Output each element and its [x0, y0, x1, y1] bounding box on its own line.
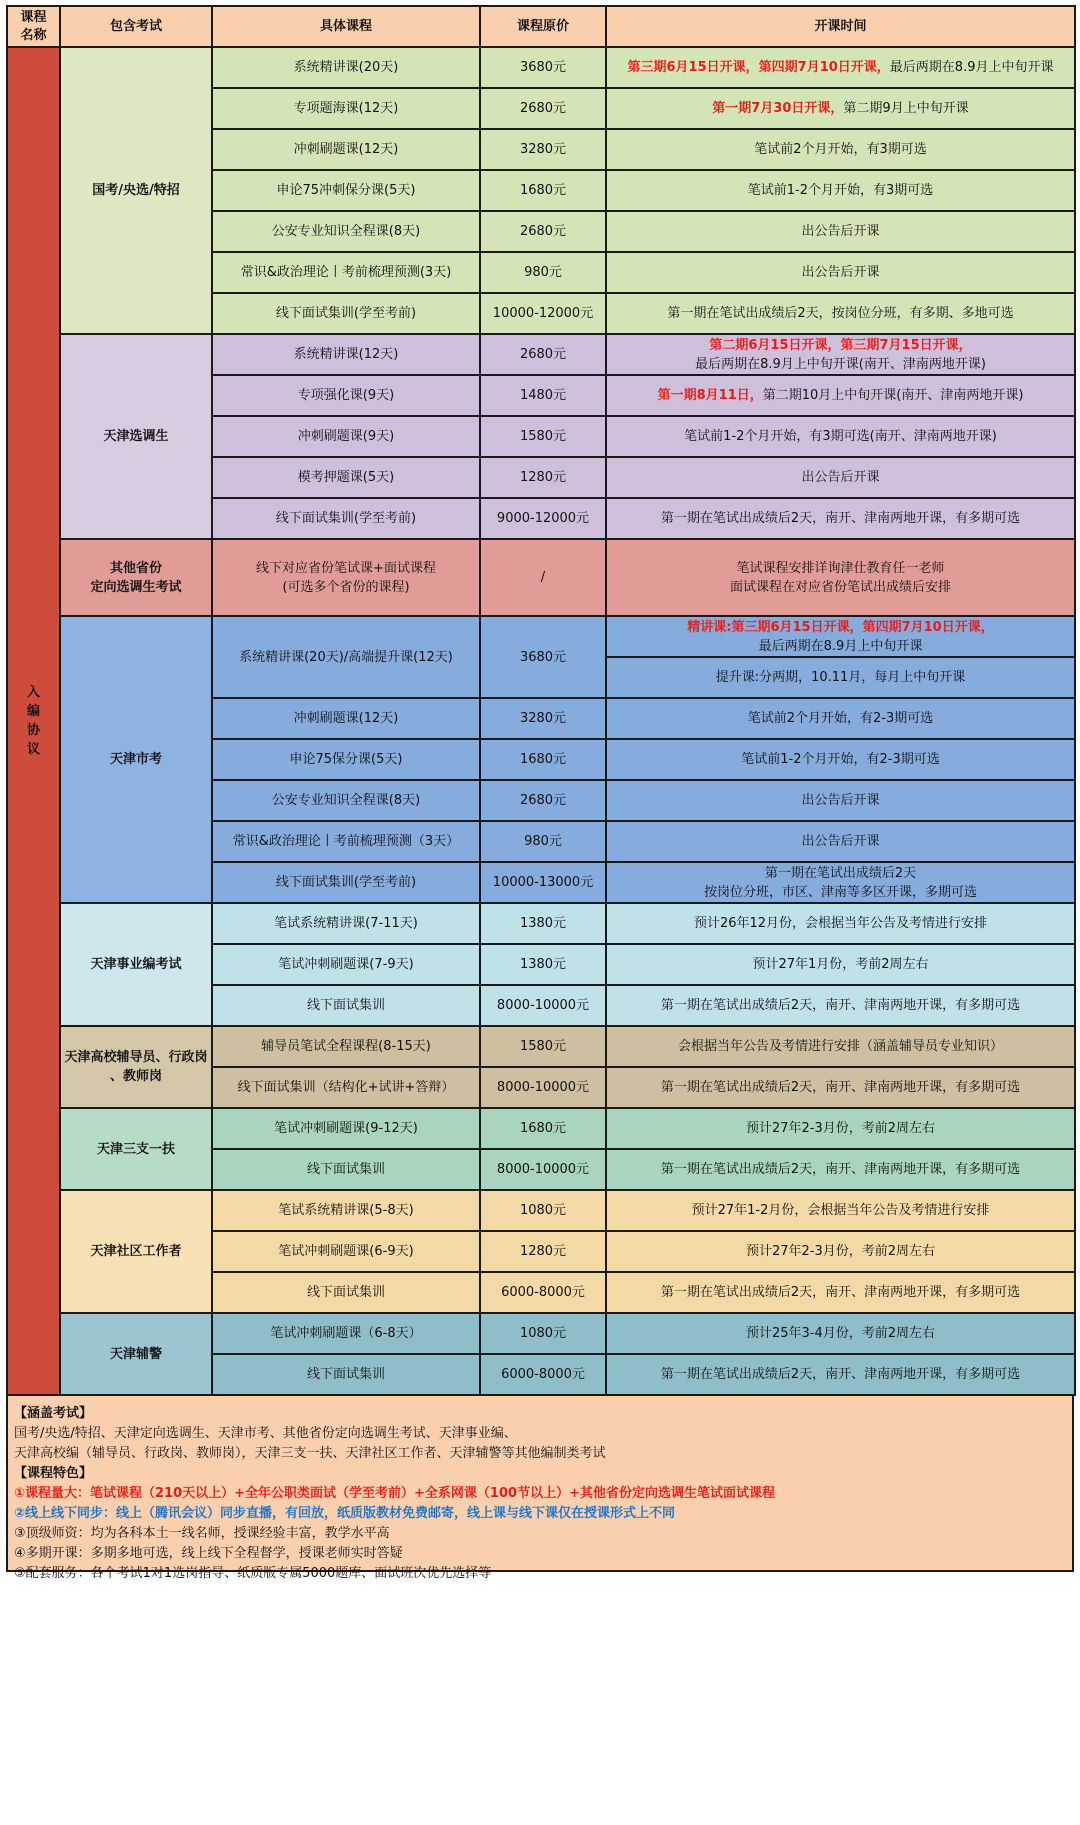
course-cell: 线下面试集训	[212, 1354, 480, 1395]
price-cell: 2680元	[480, 88, 606, 129]
time-cell: 预计25年3-4月份，考前2周左右	[606, 1313, 1075, 1354]
time-cell: 第三期6月15日开课，第四期7月10日开课，最后两期在8.9月上中旬开课	[606, 47, 1075, 88]
price-cell: 1080元	[480, 1190, 606, 1231]
price-cell: 2680元	[480, 334, 606, 375]
exam-shiye: 天津事业编考试	[60, 903, 212, 1026]
time-cell: 笔试课程安排详询津仕教育任一老师 面试课程在对应省份笔试出成绩后安排	[606, 539, 1075, 616]
time-cell: 第一期在笔试出成绩后2天 按岗位分班，市区、津南等多区开课，多期可选	[606, 862, 1075, 903]
price-cell: 3280元	[480, 698, 606, 739]
exam-xuandiao: 天津选调生	[60, 334, 212, 539]
price-cell: 9000-12000元	[480, 498, 606, 539]
time-cell: 提升课:分两期，10.11月，每月上中旬开课	[606, 657, 1075, 698]
course-cell: 笔试冲刺刷题课(7-9天)	[212, 944, 480, 985]
header-row	[7, 6, 1075, 47]
time-cell: 出公告后开课	[606, 211, 1075, 252]
table-row	[7, 1026, 1075, 1067]
header-course-name: 课程名称	[7, 6, 60, 47]
header-course: 具体课程	[212, 6, 480, 47]
price-cell: 1280元	[480, 1231, 606, 1272]
course-cell: 系统精讲课(12天)	[212, 334, 480, 375]
table-row	[7, 1190, 1075, 1231]
course-cell: 常识&政治理论丨考前梳理预测（3天）	[212, 821, 480, 862]
course-cell: 模考押题课(5天)	[212, 457, 480, 498]
time-cell: 第一期在笔试出成绩后2天，南开、津南两地开课，有多期可选	[606, 985, 1075, 1026]
cover-line-1: 国考/央选/特招、天津定向选调生、天津市考、其他省份定向选调生考试、天津事业编、	[14, 1426, 517, 1441]
time-cell: 笔试前2个月开始，有2-3期可选	[606, 698, 1075, 739]
exam-shikao: 天津市考	[60, 616, 212, 903]
price-cell: 1380元	[480, 903, 606, 944]
price-cell: 1480元	[480, 375, 606, 416]
feature-3: ③顶级师资：均为各科本土一线名师，授课经验丰富，教学水平高	[14, 1526, 390, 1541]
course-cell: 笔试系统精讲课(5-8天)	[212, 1190, 480, 1231]
feature-title: 【课程特色】	[14, 1466, 93, 1481]
feature-4: ④多期开课：多期多地可选，线上线下全程督学，授课老师实时答疑	[14, 1546, 403, 1561]
price-cell: 1080元	[480, 1313, 606, 1354]
course-cell: 冲刺刷题课(9天)	[212, 416, 480, 457]
course-cell: 线下面试集训(学至考前)	[212, 293, 480, 334]
price-cell: /	[480, 539, 606, 616]
course-cell: 冲刺刷题课(12天)	[212, 129, 480, 170]
time-cell: 第一期8月11日，第二期10月上中旬开课(南开、津南两地开课)	[606, 375, 1075, 416]
price-cell: 1680元	[480, 1108, 606, 1149]
course-table	[6, 5, 1076, 1396]
course-cell: 线下面试集训(学至考前)	[212, 498, 480, 539]
time-cell: 笔试前2个月开始，有3期可选	[606, 129, 1075, 170]
table-row	[7, 1108, 1075, 1149]
cover-title: 【涵盖考试】	[14, 1406, 93, 1421]
price-cell: 1580元	[480, 1026, 606, 1067]
course-cell: 常识&政治理论丨考前梳理预测(3天)	[212, 252, 480, 293]
exam-fujing: 天津辅警	[60, 1313, 212, 1395]
feature-5: ⑤配套服务：各个考试1对1选岗指导、纸质版专属5000题库、面试班次优先选择等	[14, 1566, 492, 1581]
price-cell: 1680元	[480, 739, 606, 780]
header-exam: 包含考试	[60, 6, 212, 47]
course-cell: 专项强化课(9天)	[212, 375, 480, 416]
course-cell: 系统精讲课(20天)/高端提升课(12天)	[212, 616, 480, 698]
cover-line-2: 天津高校编（辅导员、行政岗、教师岗），天津三支一扶、天津社区工作者、天津辅警等其他编制类考试	[14, 1446, 606, 1461]
course-cell: 专项题海课(12天)	[212, 88, 480, 129]
course-cell: 冲刺刷题课(12天)	[212, 698, 480, 739]
exam-guokao: 国考/央选/特招	[60, 47, 212, 334]
price-cell: 3280元	[480, 129, 606, 170]
time-cell: 预计27年2-3月份，考前2周左右	[606, 1231, 1075, 1272]
exam-sanzhi: 天津三支一扶	[60, 1108, 212, 1190]
notes-section	[6, 1396, 1074, 1581]
time-cell: 笔试前1-2个月开始，有3期可选	[606, 170, 1075, 211]
price-cell: 980元	[480, 252, 606, 293]
time-cell: 精讲课:第三期6月15日开课，第四期7月10日开课， 最后两期在8.9月上中旬开课	[606, 616, 1075, 657]
table-row	[7, 539, 1075, 616]
time-cell: 预计27年1月份，考前2周左右	[606, 944, 1075, 985]
course-cell: 线下面试集训	[212, 985, 480, 1026]
time-cell: 第一期在笔试出成绩后2天，南开、津南两地开课，有多期可选	[606, 498, 1075, 539]
price-cell: 1580元	[480, 416, 606, 457]
price-cell: 3680元	[480, 616, 606, 698]
price-cell: 2680元	[480, 211, 606, 252]
course-cell: 笔试冲刺刷题课(9-12天)	[212, 1108, 480, 1149]
time-cell: 第一期在笔试出成绩后2天，南开、津南两地开课，有多期可选	[606, 1149, 1075, 1190]
price-cell: 6000-8000元	[480, 1354, 606, 1395]
course-cell: 线下面试集训	[212, 1272, 480, 1313]
price-cell: 8000-10000元	[480, 985, 606, 1026]
time-cell: 会根据当年公告及考情进行安排（涵盖辅导员专业知识）	[606, 1026, 1075, 1067]
exam-gaoxiao: 天津高校辅导员、行政岗 、教师岗	[60, 1026, 212, 1108]
time-cell: 第一期在笔试出成绩后2天，南开、津南两地开课，有多期可选	[606, 1354, 1075, 1395]
time-cell: 笔试前1-2个月开始，有2-3期可选	[606, 739, 1075, 780]
price-cell: 1280元	[480, 457, 606, 498]
course-schedule-sheet	[6, 5, 1074, 1581]
price-cell: 2680元	[480, 780, 606, 821]
time-cell: 第一期在笔试出成绩后2天，南开、津南两地开课，有多期可选	[606, 1272, 1075, 1313]
time-cell: 笔试前1-2个月开始，有3期可选(南开、津南两地开课)	[606, 416, 1075, 457]
course-cell: 线下面试集训(学至考前)	[212, 862, 480, 903]
course-cell: 笔试系统精讲课(7-11天)	[212, 903, 480, 944]
feature-2: ②线上线下同步：线上（腾讯会议）同步直播，有回放，纸质版教材免费邮寄，线上课与线下课仅在授课形式上不同	[14, 1506, 676, 1521]
time-cell: 预计27年2-3月份，考前2周左右	[606, 1108, 1075, 1149]
table-row	[7, 1313, 1075, 1354]
exam-other-province: 其他省份 定向选调生考试	[60, 539, 212, 616]
course-cell: 笔试冲刺刷题课（6-8天）	[212, 1313, 480, 1354]
course-cell: 辅导员笔试全程课程(8-15天)	[212, 1026, 480, 1067]
header-price: 课程原价	[480, 6, 606, 47]
course-cell: 系统精讲课(20天)	[212, 47, 480, 88]
feature-1: ①课程量大：笔试课程（210天以上）+全年公职类面试（学至考前）+全系网课（100节以上）+其他省份定向选调生笔试面试课程	[14, 1486, 775, 1501]
course-cell: 线下对应省份笔试课+面试课程 (可选多个省份的课程)	[212, 539, 480, 616]
price-cell: 10000-12000元	[480, 293, 606, 334]
side-label: 入编协议	[7, 47, 60, 1395]
price-cell: 3680元	[480, 47, 606, 88]
price-cell: 1380元	[480, 944, 606, 985]
course-cell: 公安专业知识全程课(8天)	[212, 780, 480, 821]
table-row	[7, 334, 1075, 375]
course-cell: 公安专业知识全程课(8天)	[212, 211, 480, 252]
course-cell: 申论75冲刺保分课(5天)	[212, 170, 480, 211]
table-row	[7, 47, 1075, 88]
table-row	[7, 616, 1075, 657]
course-cell: 线下面试集训（结构化+试讲+答辩）	[212, 1067, 480, 1108]
exam-shequ: 天津社区工作者	[60, 1190, 212, 1313]
time-cell: 第一期在笔试出成绩后2天，南开、津南两地开课，有多期可选	[606, 1067, 1075, 1108]
time-cell: 第二期6月15日开课，第三期7月15日开课， 最后两期在8.9月上中旬开课(南开、津南两地开课)	[606, 334, 1075, 375]
time-cell: 出公告后开课	[606, 252, 1075, 293]
time-cell: 第一期在笔试出成绩后2天，按岗位分班，有多期、多地可选	[606, 293, 1075, 334]
time-cell: 出公告后开课	[606, 457, 1075, 498]
course-cell: 线下面试集训	[212, 1149, 480, 1190]
price-cell: 8000-10000元	[480, 1149, 606, 1190]
course-cell: 申论75保分课(5天)	[212, 739, 480, 780]
time-cell: 预计26年12月份，会根据当年公告及考情进行安排	[606, 903, 1075, 944]
price-cell: 1680元	[480, 170, 606, 211]
table-row	[7, 903, 1075, 944]
price-cell: 10000-13000元	[480, 862, 606, 903]
header-time: 开课时间	[606, 6, 1075, 47]
time-cell: 出公告后开课	[606, 780, 1075, 821]
time-cell: 预计27年1-2月份，会根据当年公告及考情进行安排	[606, 1190, 1075, 1231]
price-cell: 8000-10000元	[480, 1067, 606, 1108]
time-cell: 第一期7月30日开课，第二期9月上中旬开课	[606, 88, 1075, 129]
price-cell: 6000-8000元	[480, 1272, 606, 1313]
time-cell: 出公告后开课	[606, 821, 1075, 862]
course-cell: 笔试冲刺刷题课(6-9天)	[212, 1231, 480, 1272]
price-cell: 980元	[480, 821, 606, 862]
